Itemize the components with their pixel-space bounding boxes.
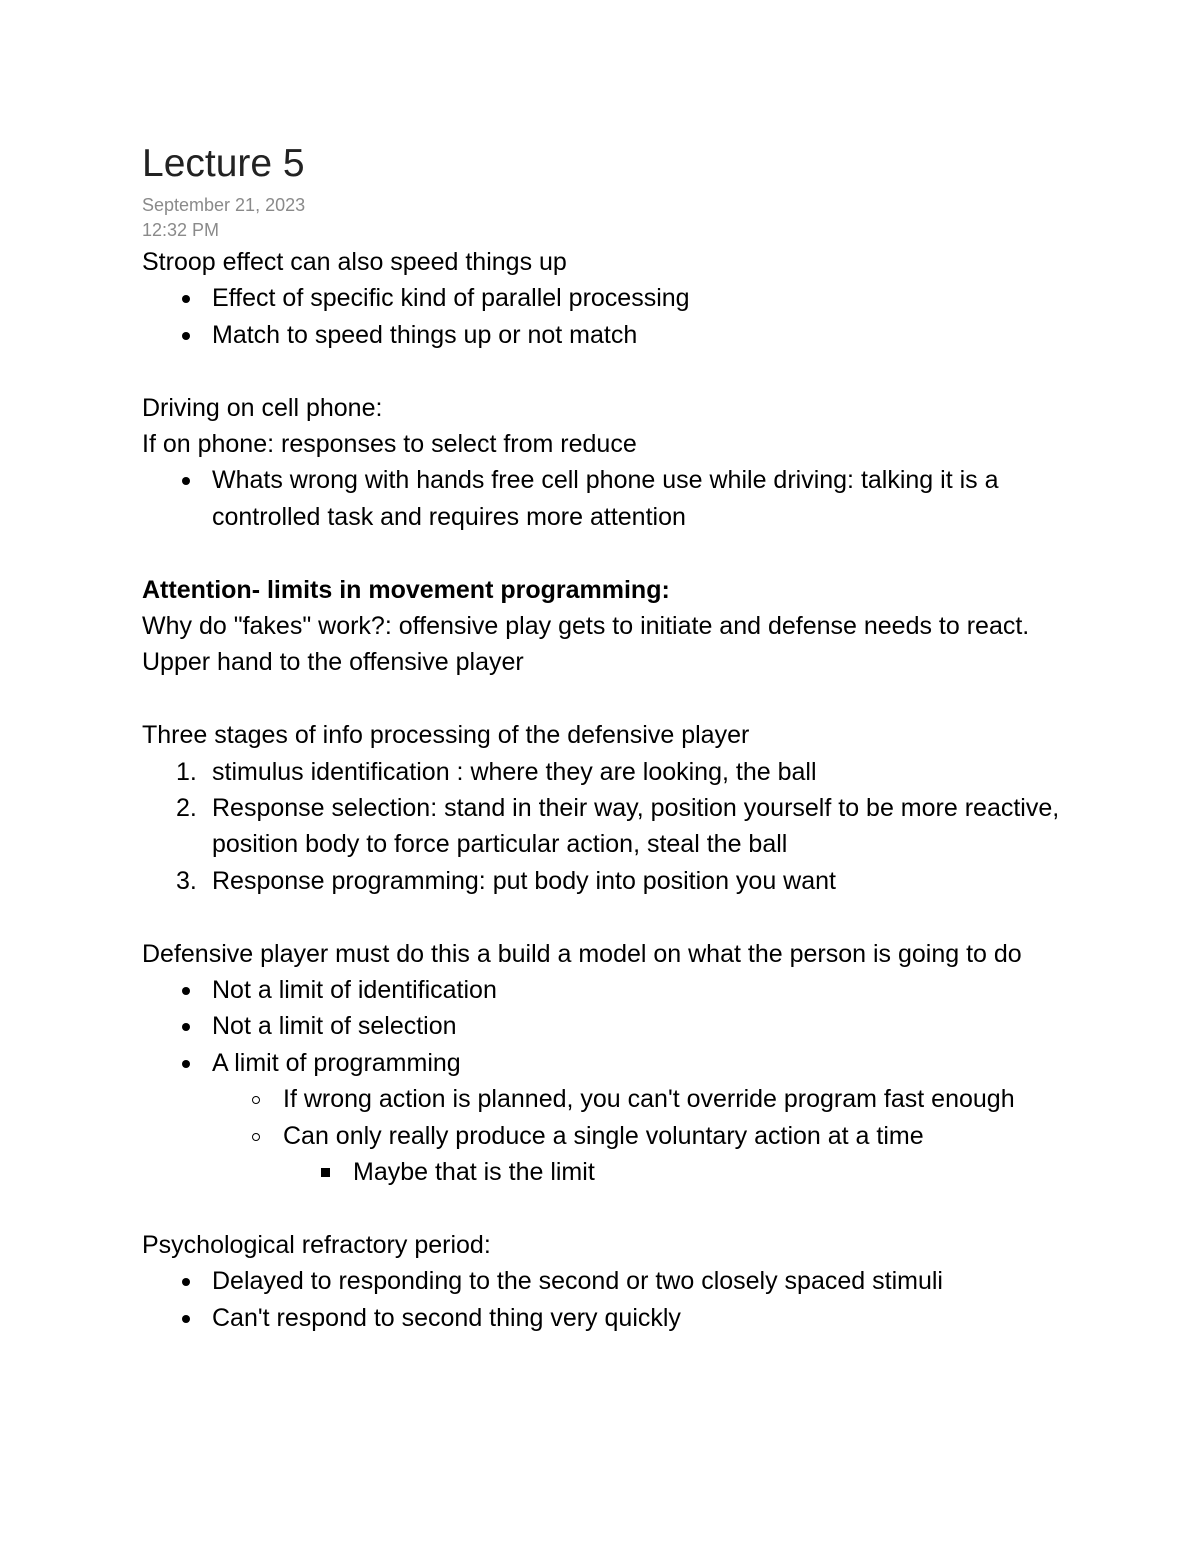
- list-item-text: Match to speed things up or not match: [212, 320, 638, 349]
- spacer: [142, 899, 1062, 935]
- bullet-icon: [182, 1278, 190, 1286]
- list-item-text: Not a limit of identification: [212, 976, 497, 1005]
- paragraph-stroop: Stroop effect can also speed things up: [142, 248, 567, 276]
- paragraph-fakes: Why do "fakes" work?: offensive play gets to initiate and defense needs to react. Upper hand to the offensive player: [142, 612, 1030, 677]
- hollow-bullet-icon: [252, 1096, 260, 1104]
- list-item-text: Response programming: put body into position you want: [212, 866, 836, 895]
- sub-sub-list-item: [142, 1154, 1062, 1190]
- list-item-text: Not a limit of selection: [212, 1012, 457, 1041]
- list-item-text: stimulus identification : where they are looking, the ball: [212, 757, 817, 786]
- numbered-item: [142, 863, 1062, 899]
- paragraph-on-phone: If on phone: responses to select from reduce: [142, 430, 637, 459]
- note-time: 12:32 PM: [142, 220, 220, 240]
- square-bullet-icon: [321, 1168, 330, 1177]
- section-heading: Attention- limits in movement programming:: [142, 575, 670, 604]
- spacer: [142, 535, 1062, 571]
- list-item-text: Response selection: stand in their way, position yourself to be more reactive, position body to force particular action, steal the ball: [212, 794, 1060, 859]
- list-item: [142, 1263, 1062, 1299]
- bullet-icon: [182, 295, 190, 303]
- sub-list-item: [142, 1118, 1062, 1154]
- spacer: [142, 681, 1062, 717]
- paragraph-refractory: Psychological refractory period:: [142, 1230, 491, 1259]
- note-date: September 21, 2023: [142, 195, 306, 215]
- page-title: Lecture 5: [142, 142, 305, 185]
- list-number: 1.: [176, 757, 197, 786]
- bullet-icon: [182, 1060, 190, 1068]
- bullet-icon: [182, 332, 190, 340]
- list-item-text: Whats wrong with hands free cell phone use while driving: talking it is a controlled task and requires more attention: [212, 466, 999, 531]
- list-item: [142, 1045, 1062, 1081]
- paragraph-stages: Three stages of info processing of the defensive player: [142, 721, 750, 750]
- bullet-icon: [182, 1023, 190, 1031]
- list-item: [142, 280, 1062, 316]
- list-item-text: Effect of specific kind of parallel processing: [212, 284, 690, 313]
- list-item: [142, 317, 1062, 353]
- bullet-icon: [182, 1315, 190, 1323]
- sub-list-item: [142, 1081, 1062, 1117]
- note-body: [142, 244, 1062, 1336]
- numbered-item: [142, 790, 1062, 863]
- list-item-text: Can't respond to second thing very quickly: [212, 1303, 681, 1332]
- list-item-text: Delayed to responding to the second or two closely spaced stimuli: [212, 1267, 943, 1296]
- list-number: 2.: [176, 794, 197, 823]
- list-item: [142, 462, 1062, 535]
- paragraph-model: Defensive player must do this a build a model on what the person is going to do: [142, 939, 1022, 968]
- spacer: [142, 1191, 1062, 1227]
- spacer: [142, 353, 1062, 389]
- paragraph-driving: Driving on cell phone:: [142, 393, 383, 422]
- hollow-bullet-icon: [252, 1133, 260, 1141]
- list-item-text: If wrong action is planned, you can't override program fast enough: [283, 1085, 1015, 1114]
- list-number: 3.: [176, 866, 197, 895]
- bullet-icon: [182, 987, 190, 995]
- list-item-text: Can only really produce a single voluntary action at a time: [283, 1121, 924, 1150]
- bullet-icon: [182, 477, 190, 485]
- list-item: [142, 1008, 1062, 1044]
- list-item-text: Maybe that is the limit: [353, 1158, 595, 1187]
- numbered-item: [142, 754, 1062, 790]
- list-item: [142, 1300, 1062, 1336]
- list-item-text: A limit of programming: [212, 1048, 461, 1077]
- list-item: [142, 972, 1062, 1008]
